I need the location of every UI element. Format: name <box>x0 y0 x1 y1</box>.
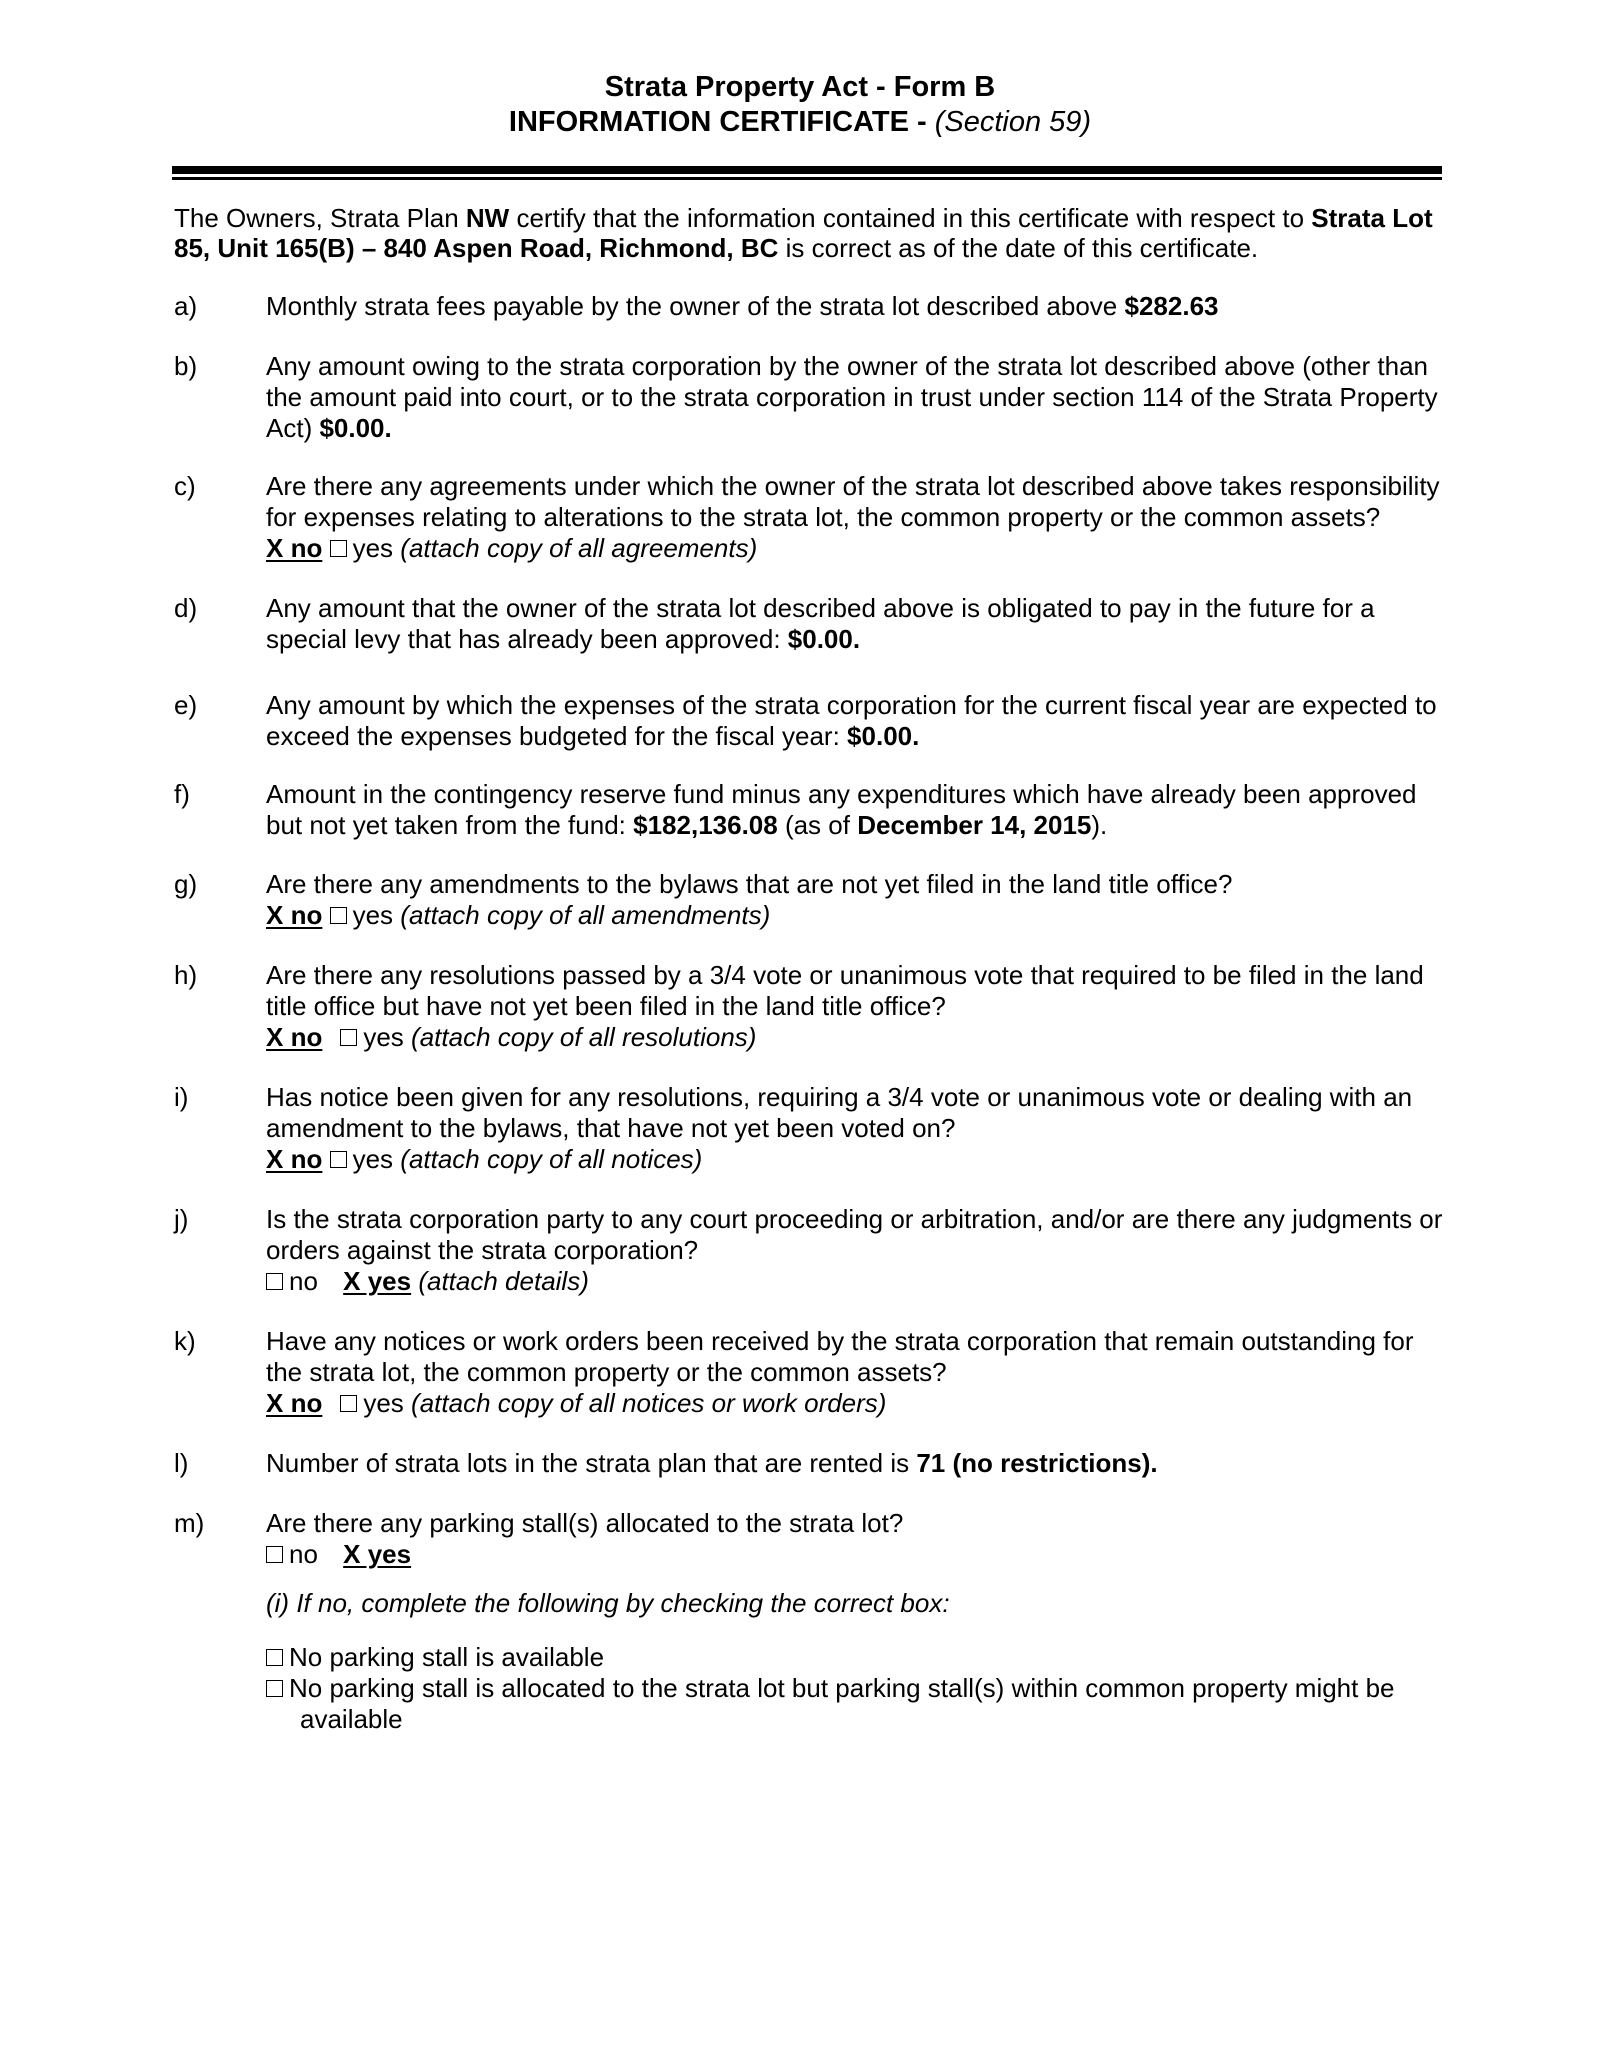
item-j: j) Is the strata corporation party to any court proceeding or arbitration, and/or are there any judgments or orders against the strata corporation? no X yes (attach details) <box>174 1204 1443 1296</box>
item-k: k) Have any notices or work orders been received by the strata corporation that remain outstanding for the strata lot, the common property or the common assets? X no yes (attach copy of all notices or work orders) <box>174 1326 1414 1418</box>
item-g-yes-checkbox[interactable] <box>330 907 347 924</box>
item-m: m) Are there any parking stall(s) allocated to the strata lot? no X yes (i) If no, complete the following by checking the correct box: No parking stall is available No parking stall is allocated to the strata lot but parking stall(s) within common property might be available <box>174 1508 1444 1735</box>
item-m-yes-selected: X yes <box>343 1539 412 1569</box>
header-rule-thick <box>172 166 1442 174</box>
common-property-stall-checkbox[interactable] <box>266 1680 283 1697</box>
no-stall-available-checkbox[interactable] <box>266 1649 283 1666</box>
item-h-yes-checkbox[interactable] <box>340 1029 357 1046</box>
item-c: c) Are there any agreements under which the owner of the strata lot described above takes responsibility for expenses relating to alterations to the strata lot, the common property or the common assets? X no yes (attach copy of all agreements) <box>174 471 1444 564</box>
item-i-no-selected: X no <box>266 1144 323 1174</box>
item-b: b) Any amount owing to the strata corporation by the owner of the strata lot described above (other than the amount paid into court, or to the strata corporation in trust under section 114 of the Strata Property Act) $0.00. <box>174 351 1438 443</box>
item-j-no-checkbox[interactable] <box>266 1273 283 1290</box>
item-l: l) Number of strata lots in the strata plan that are rented is 71 (no restrictions). <box>174 1448 1158 1478</box>
item-g: g) Are there any amendments to the bylaws that are not yet filed in the land title office? X no yes (attach copy of all amendments) <box>174 869 1233 930</box>
item-c-options: X no yes (attach copy of all agreements) <box>266 533 758 563</box>
item-k-yes-checkbox[interactable] <box>340 1395 357 1412</box>
item-d: d) Any amount that the owner of the strata lot described above is obligated to pay in the future for a special levy that has already been approved: $0.00. <box>174 593 1375 654</box>
item-f: f) Amount in the contingency reserve fund minus any expenditures which have already been approved but not yet taken from the fund: $182,136.08 (as of December 14, 2015). <box>174 779 1417 840</box>
intro-paragraph: The Owners, Strata Plan NW certify that the information contained in this certificate with respect to Strata Lot 85, Unit 165(B) – 840 Aspen Road, Richmond, BC is correct as of the date of this certificate. <box>174 203 1433 263</box>
form-header <box>0 70 1600 140</box>
item-m-no-checkbox[interactable] <box>266 1546 283 1563</box>
item-g-no-selected: X no <box>266 900 323 930</box>
item-j-yes-selected: X yes <box>343 1266 412 1296</box>
item-c-no-selected: X no <box>266 533 323 563</box>
item-c-yes-checkbox[interactable] <box>330 540 347 557</box>
form-subtitle: INFORMATION CERTIFICATE - (Section 59) <box>508 106 1092 138</box>
item-h: h) Are there any resolutions passed by a 3/4 vote or unanimous vote that required to be filed in the land title office but have not yet been filed in the land title office? X no yes (attach copy of all resolutions) <box>174 960 1424 1052</box>
item-m-option-1: No parking stall is available <box>266 1642 1444 1673</box>
item-e: e) Any amount by which the expenses of the strata corporation for the current fiscal year are expected to exceed the expenses budgeted for the fiscal year: $0.00. <box>174 690 1437 751</box>
header-rule-thin <box>172 177 1442 180</box>
item-h-no-selected: X no <box>266 1022 323 1052</box>
form-title: Strata Property Act - Form B <box>604 71 996 103</box>
item-i-yes-checkbox[interactable] <box>330 1151 347 1168</box>
item-k-no-selected: X no <box>266 1388 323 1418</box>
item-m-instruction: (i) If no, complete the following by checking the correct box: <box>266 1588 950 1618</box>
item-i: i) Has notice been given for any resolutions, requiring a 3/4 vote or unanimous vote or dealing with an amendment to the bylaws, that have not yet been voted on? X no yes (attach copy of all notices) <box>174 1082 1413 1174</box>
item-a: a) Monthly strata fees payable by the owner of the strata lot described above $282.63 <box>174 291 1219 321</box>
item-m-option-2: No parking stall is allocated to the strata lot but parking stall(s) within common property might be available <box>266 1673 1444 1735</box>
